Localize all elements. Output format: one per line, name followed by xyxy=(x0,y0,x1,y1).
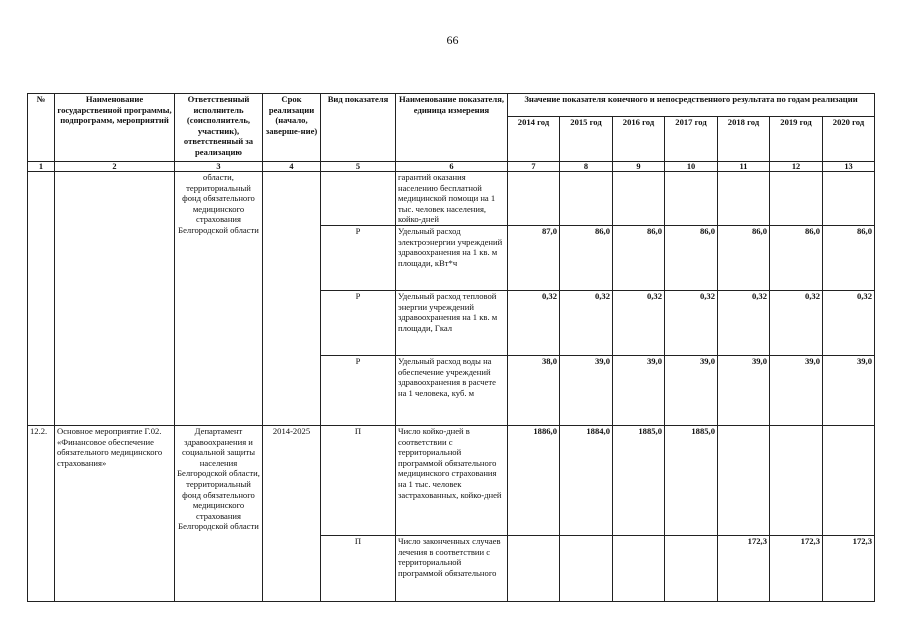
cell-indicator-type xyxy=(321,172,396,226)
cell-value: 39,0 xyxy=(823,355,875,425)
cell-value xyxy=(560,535,613,601)
column-number: 8 xyxy=(560,162,613,172)
cell-value: 0,32 xyxy=(508,290,560,355)
column-number: 13 xyxy=(823,162,875,172)
cell-value xyxy=(508,172,560,226)
cell-value: 86,0 xyxy=(823,225,875,290)
cell-num xyxy=(28,172,55,426)
cell-indicator-name: Удельный расход воды на обеспечение учреждений здравоохранения в расчете на 1 человека, куб. м xyxy=(396,355,508,425)
cell-value: 1885,0 xyxy=(613,425,665,535)
column-number: 3 xyxy=(175,162,263,172)
cell-value: 1884,0 xyxy=(560,425,613,535)
header-year: 2015 год xyxy=(560,117,613,162)
header-year: 2017 год xyxy=(665,117,718,162)
header-year: 2018 год xyxy=(718,117,770,162)
cell-value xyxy=(718,172,770,226)
cell-indicator-type: Р xyxy=(321,290,396,355)
cell-value: 172,3 xyxy=(770,535,823,601)
cell-value xyxy=(770,172,823,226)
cell-value: 39,0 xyxy=(665,355,718,425)
header-period: Срок реализации (начало, заверше-ние) xyxy=(263,94,321,162)
cell-value: 86,0 xyxy=(665,225,718,290)
indicators-table xyxy=(27,93,875,602)
cell-value: 0,32 xyxy=(560,290,613,355)
cell-indicator-name: Удельный расход электроэнергии учреждений здравоохранения на 1 кв. м площади, кВт*ч xyxy=(396,225,508,290)
cell-value: 0,32 xyxy=(665,290,718,355)
cell-value: 38,0 xyxy=(508,355,560,425)
header-year: 2014 год xyxy=(508,117,560,162)
cell-value: 172,3 xyxy=(718,535,770,601)
cell-value: 39,0 xyxy=(560,355,613,425)
column-number: 5 xyxy=(321,162,396,172)
cell-value: 172,3 xyxy=(823,535,875,601)
cell-value: 0,32 xyxy=(823,290,875,355)
cell-indicator-type: Р xyxy=(321,355,396,425)
cell-value xyxy=(718,425,770,535)
column-number: 12 xyxy=(770,162,823,172)
column-number: 9 xyxy=(613,162,665,172)
cell-value: 1885,0 xyxy=(665,425,718,535)
column-number: 1 xyxy=(28,162,55,172)
header-num: № xyxy=(28,94,55,162)
cell-value: 86,0 xyxy=(718,225,770,290)
cell-value xyxy=(560,172,613,226)
cell-value: 39,0 xyxy=(770,355,823,425)
cell-value: 86,0 xyxy=(613,225,665,290)
cell-value: 87,0 xyxy=(508,225,560,290)
cell-value xyxy=(613,535,665,601)
cell-indicator-type: Р xyxy=(321,225,396,290)
cell-responsible: области, территориальный фонд обязательного медицинского страхования Белгородской области xyxy=(175,172,263,426)
cell-value: 86,0 xyxy=(770,225,823,290)
column-number: 7 xyxy=(508,162,560,172)
cell-value xyxy=(770,425,823,535)
cell-value: 39,0 xyxy=(613,355,665,425)
column-number: 10 xyxy=(665,162,718,172)
header-year: 2020 год xyxy=(823,117,875,162)
table-row xyxy=(28,172,875,226)
cell-value xyxy=(613,172,665,226)
header-name: Наименование государственной программы, подпрограмм, мероприятий xyxy=(55,94,175,162)
cell-value xyxy=(665,535,718,601)
cell-value xyxy=(823,425,875,535)
column-number: 11 xyxy=(718,162,770,172)
table-row xyxy=(28,425,875,535)
header-year: 2019 год xyxy=(770,117,823,162)
cell-name: Основное мероприятие Г.02. «Финансовое обеспечение обязательного медицинского страхования» xyxy=(55,425,175,601)
cell-num: 12.2. xyxy=(28,425,55,601)
cell-indicator-type: П xyxy=(321,535,396,601)
cell-period: 2014-2025 xyxy=(263,425,321,601)
cell-value xyxy=(665,172,718,226)
cell-period xyxy=(263,172,321,426)
cell-name xyxy=(55,172,175,426)
header-indicator-name: Наименование показателя, единица измерения xyxy=(396,94,508,162)
cell-value xyxy=(508,535,560,601)
cell-indicator-name: Число законченных случаев лечения в соответствии с территориальной программой обязательного xyxy=(396,535,508,601)
cell-indicator-name: Число койко-дней в соответствии с территориальной программой обязательного медицинского страхования на 1 тыс. человек застрахованных, койко-дней xyxy=(396,425,508,535)
cell-value: 0,32 xyxy=(718,290,770,355)
cell-indicator-name: Удельный расход тепловой энергии учреждений здравоохранения на 1 кв. м площади, Гкал xyxy=(396,290,508,355)
column-number: 2 xyxy=(55,162,175,172)
column-number: 6 xyxy=(396,162,508,172)
header-responsible: Ответственный исполнитель (соисполнитель, участник), ответственный за реализацию xyxy=(175,94,263,162)
cell-value: 1886,0 xyxy=(508,425,560,535)
page-number: 66 xyxy=(446,33,459,47)
header-values-group: Значение показателя конечного и непосредственного результата по годам реализации xyxy=(508,94,875,117)
cell-value xyxy=(823,172,875,226)
cell-responsible: Департамент здравоохранения и социальной защиты населения Белгородской области, территориальный фонд обязательного медицинского страхования Белгородской области xyxy=(175,425,263,601)
header-year: 2016 год xyxy=(613,117,665,162)
cell-indicator-type: П xyxy=(321,425,396,535)
cell-value: 86,0 xyxy=(560,225,613,290)
header-indicator-type: Вид показателя xyxy=(321,94,396,162)
cell-value: 0,32 xyxy=(613,290,665,355)
column-number: 4 xyxy=(263,162,321,172)
cell-indicator-name: гарантий оказания населению бесплатной медицинской помощи на 1 тыс. человек населения, койко-дней xyxy=(396,172,508,226)
cell-value: 0,32 xyxy=(770,290,823,355)
cell-value: 39,0 xyxy=(718,355,770,425)
